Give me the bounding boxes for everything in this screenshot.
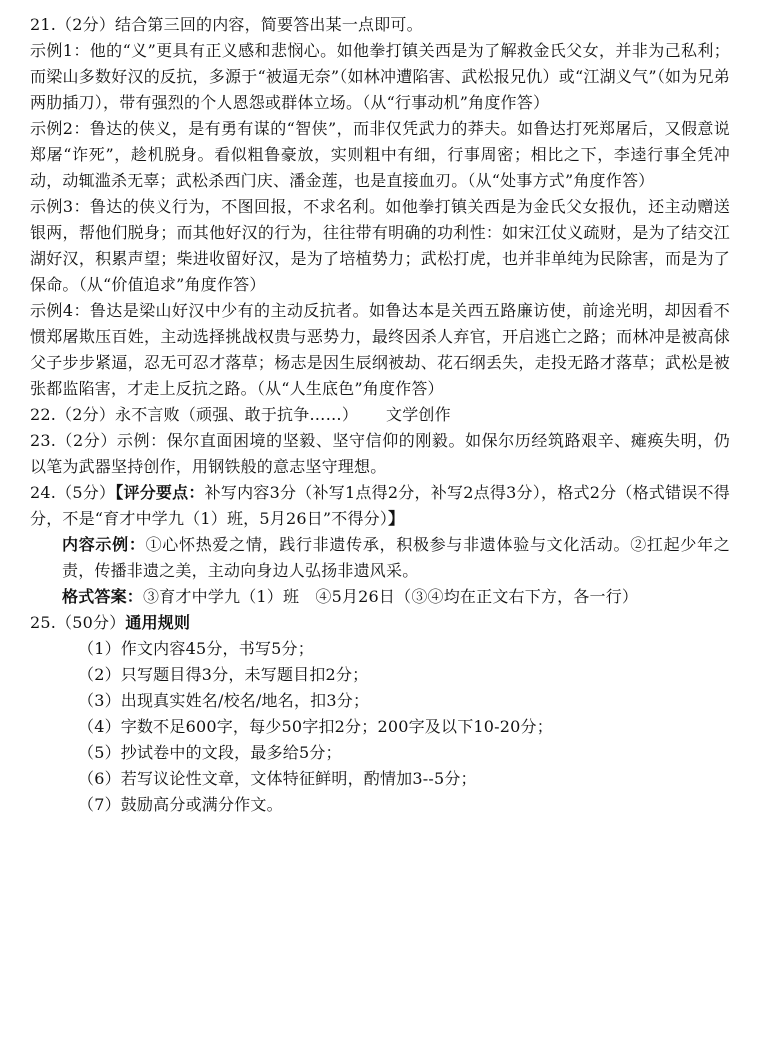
q24-content-example [30, 532, 730, 584]
q24-content-label: 内容示例： [62, 535, 146, 554]
q25-rule-1: （1）作文内容45分，书写5分； [78, 639, 314, 658]
q24-scoring [30, 480, 730, 532]
q24-scoring-text: 补写内容3分（补写1点得2分，补写2点得3分），格式2分（格式错误不得分，不是“育才中学九（1）班，5月26日”不得分） [30, 483, 730, 528]
q24-format-text: ③育才中学九（1）班 ④5月26日（③④均在正文右下方，各一行） [143, 587, 639, 606]
q25-prefix: 25.（50分） [30, 613, 126, 632]
q21-example-4: 示例4：鲁达是梁山好汉中少有的主动反抗者。如鲁达本是关西五路廉访使，前途光明，却因看不惯郑屠欺压百姓，主动选择挑战权贵与恶势力，最终因杀人弃官，开启逃亡之路；而林冲是被高俅父子步步紧逼，忍无可忍才落草；杨志是因生辰纲被劫、花石纲丢失，走投无路才落草；武松是被张都监陷害，才走上反抗之路。（从“人生底色”角度作答） [30, 301, 730, 398]
q21-heading: 21.（2分）结合第三回的内容，简要答出某一点即可。 [30, 15, 423, 34]
q22-answer [30, 402, 730, 428]
q25-heading [30, 610, 730, 636]
q25-title: 通用规则 [125, 613, 191, 632]
q21-example-2: 示例2：鲁达的侠义，是有勇有谋的“智侠”，而非仅凭武力的莽夫。如鲁达打死郑屠后，又假意说郑屠“诈死”，趁机脱身。看似粗鲁豪放，实则粗中有细，行事周密；相比之下，李逵行事全凭冲动，动辄滥杀无辜；武松杀西门庆、潘金莲，也是直接血刃。（从“处事方式”角度作答） [30, 119, 730, 190]
q21-example-1: 示例1：他的“义”更具有正义感和悲悯心。如他拳打镇关西是为了解救金氏父女，并非为己私利；而梁山多数好汉的反抗，多源于“被逼无奈”（如林冲遭陷害、武松报兄仇）或“江湖义气”（如为兄弟两肋插刀），带有强烈的个人恩怨或群体立场。（从“行事动机”角度作答） [30, 41, 730, 112]
q22-text: 22.（2分）永不言败（顽强、敢于抗争……） [30, 405, 359, 424]
q25-rule-2: （2）只写题目得3分，未写题目扣2分； [78, 665, 369, 684]
q24-scoring-label: 【评分要点： [115, 483, 205, 502]
q25-rule-4: （4）字数不足600字，每少50字扣2分；200字及以下10-20分； [78, 717, 553, 736]
q21-example-3: 示例3：鲁达的侠义行为，不图回报，不求名利。如他拳打镇关西是为金氏父女报仇，还主动赠送银两，帮他们脱身；而其他好汉的行为，往往带有明确的功利性：如宋江仗义疏财，是为了结交江湖好汉，积累声望；柴进收留好汉，是为了培植势力；武松打虎，也并非单纯为民除害，而是为了保命。（从“价值追求”角度作答） [30, 197, 730, 294]
q24-scoring-close: 】 [388, 509, 405, 528]
q25-rule-3: （3）出现真实姓名/校名/地名，扣3分； [78, 691, 370, 710]
answer-key-document [30, 12, 730, 818]
q24-format-answer [30, 584, 730, 610]
q25-rule-7: （7）鼓励高分或满分作文。 [78, 795, 283, 814]
q24-format-label: 格式答案： [62, 587, 144, 606]
q23-answer: 23.（2分）示例：保尔直面困境的坚毅、坚守信仰的刚毅。如保尔历经筑路艰辛、瘫痪失明，仍以笔为武器坚持创作，用钢铁般的意志坚守理想。 [30, 431, 730, 476]
q25-rule-5: （5）抄试卷中的文段，最多给5分； [78, 743, 342, 762]
q25-rule-6: （6）若写议论性文章，文体特征鲜明，酌情加3--5分； [78, 769, 477, 788]
q24-prefix: 24.（5分） [30, 483, 116, 502]
q24-content-text: ①心怀热爱之情，践行非遗传承，积极参与非遗体验与文化活动。②扛起少年之责，传播非遗之美，主动向身边人弘扬非遗风采。 [62, 535, 730, 580]
q22-extra: 文学创作 [386, 405, 451, 424]
